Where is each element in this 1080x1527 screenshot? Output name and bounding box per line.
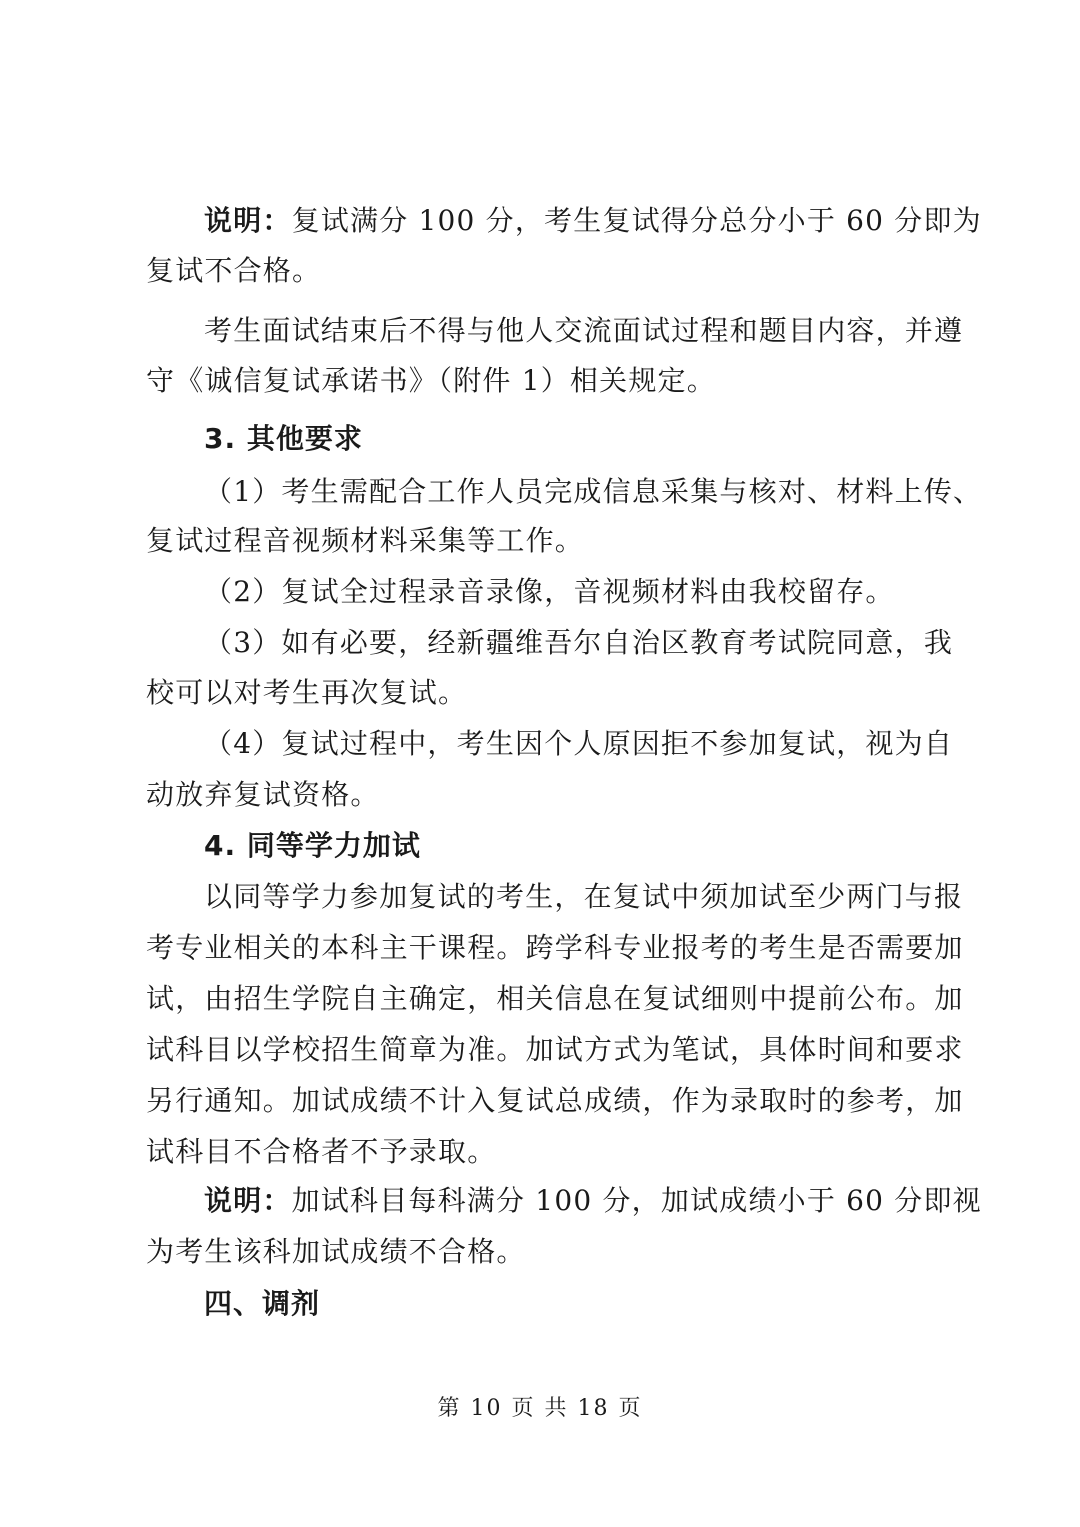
section4-line4: 试科目以学校招生简章为准。加试方式为笔试，具体时间和要求 — [146, 1033, 964, 1066]
section3-item1-line1: （1）考生需配合工作人员完成信息采集与核对、材料上传、 — [204, 475, 983, 508]
section4-line6: 试科目不合格者不予录取。 — [146, 1135, 497, 1168]
note1-line2: 复试不合格。 — [146, 254, 322, 287]
section3-item1-line2: 复试过程音视频材料采集等工作。 — [146, 524, 585, 557]
note2-line1 — [204, 1181, 982, 1221]
section4-line5: 另行通知。加试成绩不计入复试总成绩，作为录取时的参考，加 — [146, 1084, 964, 1117]
page-number-footer: 第 10 页 共 18 页 — [437, 1396, 643, 1421]
section3-item2-line1: （2）复试全过程录音录像，音视频材料由我校留存。 — [204, 575, 895, 608]
note2-line2: 为考生该科加试成绩不合格。 — [146, 1235, 526, 1268]
section4-title: 4. 同等学力加试 — [204, 829, 421, 862]
interview-rule-line1: 考生面试结束后不得与他人交流面试过程和题目内容，并遵 — [204, 314, 964, 347]
section-four-title: 四、调剂 — [204, 1287, 321, 1320]
section3-item3-line1: （3）如有必要，经新疆维吾尔自治区教育考试院同意，我 — [204, 626, 954, 659]
section3-item3-line2: 校可以对考生再次复试。 — [146, 676, 468, 709]
section4-line1: 以同等学力参加复试的考生，在复试中须加试至少两门与报 — [204, 880, 964, 913]
section4-line3: 试，由招生学院自主确定，相关信息在复试细则中提前公布。加 — [146, 982, 964, 1015]
section3-item4-line1: （4）复试过程中，考生因个人原因拒不参加复试，视为自 — [204, 727, 954, 760]
note2-label: 说明： — [204, 1184, 292, 1217]
interview-rule-line2: 守《诚信复试承诺书》（附件 1）相关规定。 — [146, 364, 716, 397]
note2-text: 加试科目每科满分 100 分，加试成绩小于 60 分即视 — [291, 1184, 982, 1217]
section3-title: 3. 其他要求 — [204, 422, 363, 455]
note1-line1 — [204, 201, 982, 241]
section3-item4-line2: 动放弃复试资格。 — [146, 778, 380, 811]
section4-line2: 考专业相关的本科主干课程。跨学科专业报考的考生是否需要加 — [146, 931, 964, 964]
note1-label: 说明： — [204, 204, 292, 237]
note1-text: 复试满分 100 分，考生复试得分总分小于 60 分即为 — [291, 204, 982, 237]
